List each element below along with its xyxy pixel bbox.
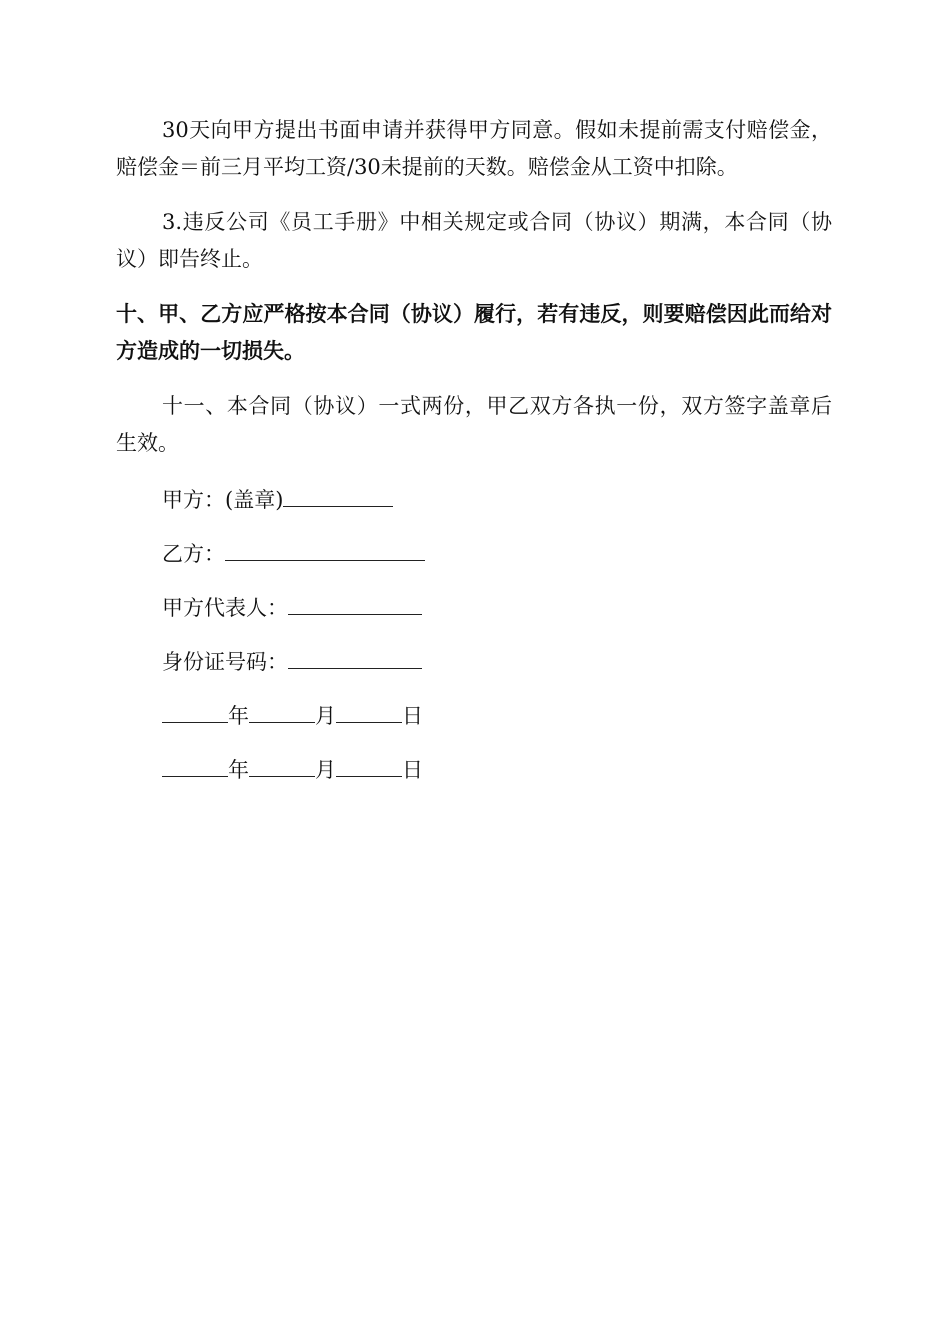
signature-line-party-a bbox=[162, 484, 393, 515]
party-a-label: 甲方：(盖章) bbox=[162, 488, 284, 512]
year-label: 年 bbox=[228, 758, 249, 782]
party-a-blank bbox=[283, 484, 393, 507]
id-number-label: 身份证号码： bbox=[162, 650, 288, 674]
year-blank bbox=[162, 700, 228, 723]
date-line-1 bbox=[162, 700, 423, 731]
month-blank bbox=[249, 700, 315, 723]
paragraph-termination-clause: 3.违反公司《员工手册》中相关规定或合同（协议）期满，本合同（协议）即告终止。 bbox=[116, 210, 832, 271]
party-b-label: 乙方： bbox=[162, 542, 225, 566]
day-blank bbox=[336, 700, 402, 723]
year-blank bbox=[162, 754, 228, 777]
representative-blank bbox=[288, 592, 422, 615]
signature-line-party-b bbox=[162, 538, 425, 569]
representative-label: 甲方代表人： bbox=[162, 596, 288, 620]
paragraph-copies-clause: 十一、本合同（协议）一式两份，甲乙双方各执一份，双方签字盖章后生效。 bbox=[116, 394, 832, 455]
paragraph-resignation-notice: 30天向甲方提出书面申请并获得甲方同意。假如未提前需支付赔偿金，赔偿金＝前三月平均工资/30未提前的天数。赔偿金从工资中扣除。 bbox=[116, 118, 832, 179]
party-b-blank bbox=[225, 538, 425, 561]
date-line-2 bbox=[162, 754, 423, 785]
day-label: 日 bbox=[402, 704, 423, 728]
id-number-blank bbox=[288, 646, 422, 669]
signature-line-representative bbox=[162, 592, 422, 623]
day-blank bbox=[336, 754, 402, 777]
month-blank bbox=[249, 754, 315, 777]
day-label: 日 bbox=[402, 758, 423, 782]
year-label: 年 bbox=[228, 704, 249, 728]
month-label: 月 bbox=[315, 758, 336, 782]
signature-line-id-number bbox=[162, 646, 422, 677]
month-label: 月 bbox=[315, 704, 336, 728]
paragraph-breach-clause: 十、甲、乙方应严格按本合同（协议）履行，若有违反，则要赔偿因此而给对方造成的一切损失。 bbox=[116, 302, 832, 363]
